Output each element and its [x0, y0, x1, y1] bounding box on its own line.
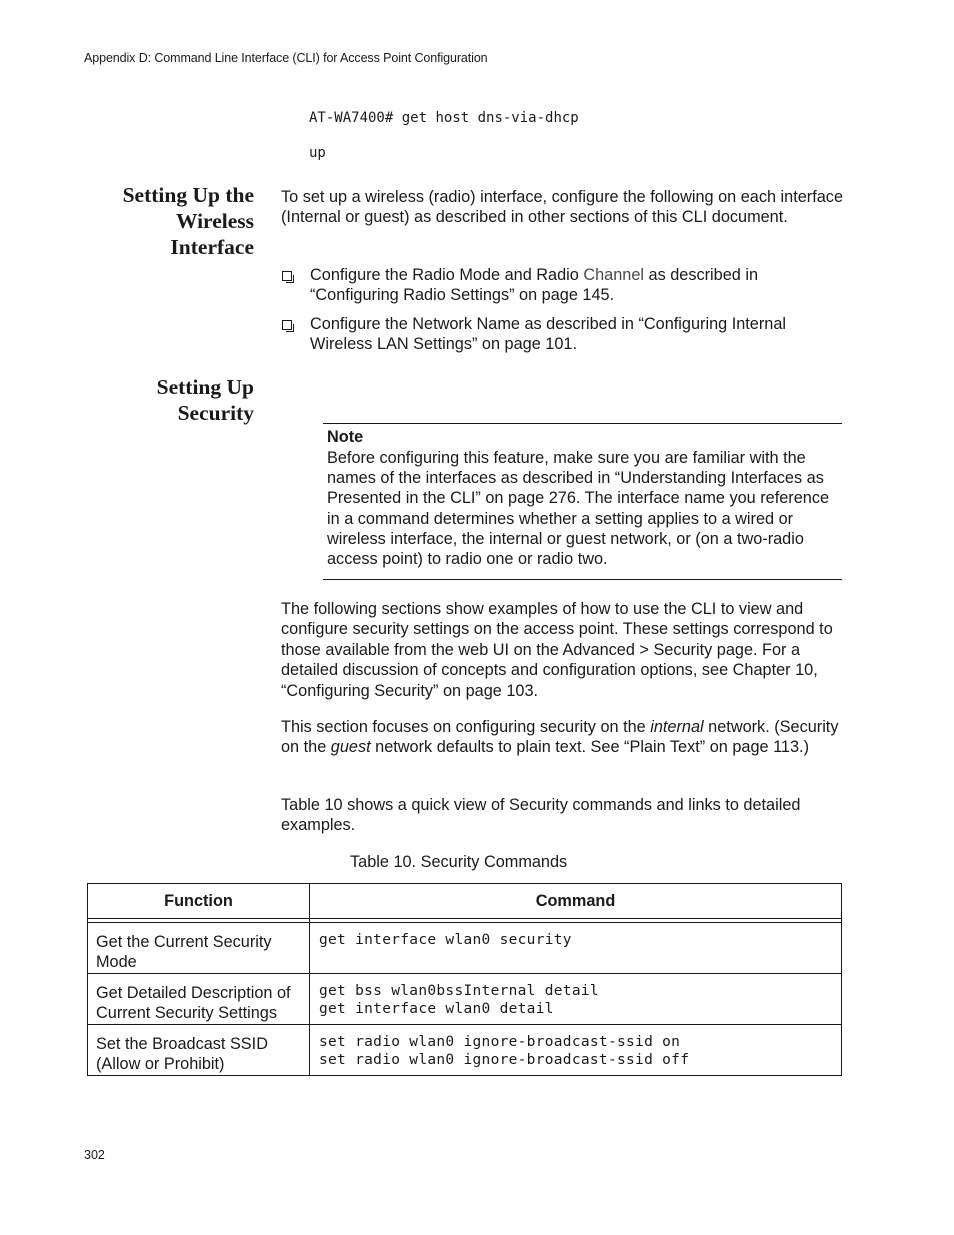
table-row — [88, 923, 842, 974]
command-output: up — [309, 145, 326, 161]
function-cell: Set the Broadcast SSID (Allow or Prohibit) — [88, 1025, 310, 1076]
page-number: 302 — [84, 1148, 105, 1162]
note-box — [323, 423, 842, 580]
column-header-command: Command — [310, 884, 842, 919]
channel-link[interactable]: Channel — [583, 266, 644, 284]
wireless-intro-paragraph: To set up a wireless (radio) interface, configure the following on each interface (Internal or guest) as described in other sections of this CLI document. — [281, 188, 844, 227]
heading-setting-up-wireless-interface — [74, 182, 254, 260]
table-header-row — [88, 884, 842, 919]
table-row — [88, 974, 842, 1025]
heading-line: Wireless — [175, 209, 254, 233]
function-cell: Get the Current Security Mode — [88, 923, 310, 974]
security-internal-paragraph — [281, 717, 843, 758]
command-prompt: AT-WA7400# — [309, 110, 394, 126]
bullet-text: Configure the Network Name as described in “Configuring Internal Wireless LAN Settings” on page 101. — [310, 315, 787, 354]
bullet-item-network-name — [281, 314, 843, 355]
paragraph-text: network defaults to plain text. See “Plain Text” on page 113.) — [370, 738, 809, 757]
bullet-text: as described in “Configuring Radio Settings” on page 145. — [310, 266, 759, 305]
heading-line: Security — [177, 401, 254, 425]
heading-line: Setting Up the — [122, 183, 254, 207]
command-cell: get interface wlan0 security — [310, 923, 842, 974]
command-cell: set radio wlan0 ignore-broadcast-ssid on set radio wlan0 ignore-broadcast-ssid off — [310, 1025, 842, 1076]
table-intro-paragraph: Table 10 shows a quick view of Security commands and links to detailed examples. — [281, 796, 801, 835]
column-header-function: Function — [88, 884, 310, 919]
bullet-item-radio-mode — [281, 265, 843, 306]
running-head: Appendix D: Command Line Interface (CLI) for Access Point Configuration — [84, 51, 488, 65]
table-row — [88, 1025, 842, 1076]
checkbox-bullet-icon — [282, 271, 292, 281]
checkbox-bullet-icon — [282, 320, 292, 330]
emphasis-internal: internal — [650, 718, 704, 736]
heading-line: Setting Up — [156, 375, 254, 399]
command-example — [309, 110, 579, 126]
note-title: Note — [327, 428, 364, 446]
command-text: get host dns-via-dhcp — [401, 110, 579, 126]
heading-line: Interface — [170, 235, 254, 259]
paragraph-text: network. (Security on the — [281, 718, 839, 757]
security-overview-paragraph: The following sections show examples of how to use the CLI to view and configure security settings on the access point. These settings correspond to those available from the web UI on the Advanced > Security page. For a detailed discussion of concepts and configuration options, see Chapter 10, “Configuring Security” on page 103. — [281, 600, 833, 700]
emphasis-guest: guest — [330, 738, 371, 757]
command-cell: get bss wlan0bssInternal detail get interface wlan0 detail — [310, 974, 842, 1025]
table-caption: Table 10. Security Commands — [350, 853, 568, 871]
security-commands-table — [87, 883, 842, 1076]
bullet-text: Configure the Radio Mode and Radio — [310, 266, 584, 284]
note-body: Before configuring this feature, make sure you are familiar with the names of the interfaces as described in “Understanding Interfaces as Presented in the CLI” on page 276. The interface name you reference in a command determines whether a setting applies to a wired or wireless interface, the internal or guest network, or (on a two-radio access point) to radio one or radio two. — [327, 449, 830, 569]
function-cell: Get Detailed Description of Current Security Settings — [88, 974, 310, 1025]
paragraph-text: This section focuses on configuring security on the — [281, 718, 651, 736]
heading-setting-up-security — [74, 374, 254, 426]
